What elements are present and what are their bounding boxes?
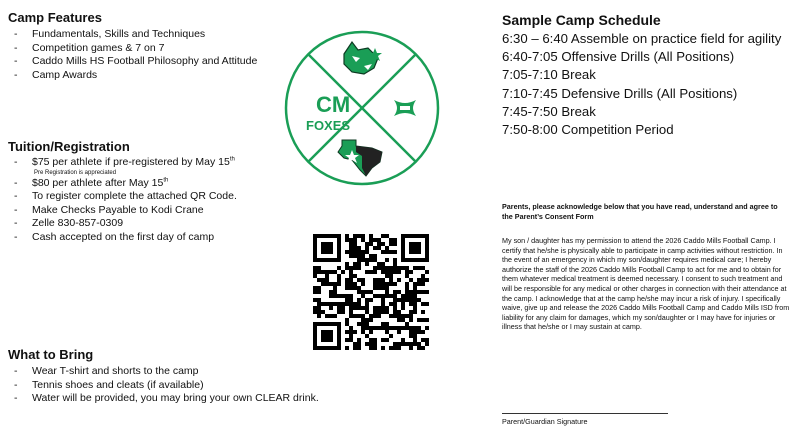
logo-graphic (282, 28, 442, 188)
list-item: - Camp Awards (8, 69, 278, 83)
list-item: - To register complete the attached QR Code. (8, 190, 278, 204)
schedule-row: 6:30 – 6:40 Assemble on practice field for agility (502, 31, 782, 46)
list-item: - Caddo Mills HS Football Philosophy and Attitude (8, 55, 278, 69)
list-item (8, 177, 278, 191)
price-preregistered: $75 per athlete if pre-registered by May 15 (32, 156, 230, 168)
tuition-list (8, 156, 278, 244)
list-item: - Water will be provided, you may bring your own CLEAR drink. (8, 392, 328, 406)
list-item: - Tennis shoes and cleats (if available) (8, 379, 328, 393)
list-item: - Wear T-shirt and shorts to the camp (8, 365, 328, 379)
camp-logo (282, 28, 442, 188)
logo-wordmark-bottom: FOXES (306, 118, 351, 133)
what-to-bring-list (8, 365, 328, 406)
camp-features-title: Camp Features (8, 10, 102, 25)
qr-code-graphic (313, 234, 429, 350)
preregistration-note: Pre Registration is appreciated (34, 169, 117, 176)
logo-wordmark-top: CM (316, 92, 351, 117)
list-item (8, 156, 278, 177)
list-item: - Make Checks Payable to Kodi Crane (8, 204, 278, 218)
schedule-row: 7:05-7:10 Break (502, 67, 596, 83)
schedule-section (502, 12, 792, 139)
price-late: $80 per athlete after May 15 (32, 176, 164, 189)
ordinal-suffix: th (163, 177, 169, 183)
list-item: - Zelle 830-857-0309 (8, 217, 278, 231)
list-item: - Cash accepted on the first day of camp (8, 231, 278, 245)
what-to-bring-title: What to Bring (8, 347, 94, 362)
schedule-row: 7:50-8:00 Competition Period (502, 122, 674, 138)
list-item: - Fundamentals, Skills and Techniques (8, 28, 278, 42)
camp-features-section (8, 10, 278, 82)
qr-code-icon[interactable] (313, 234, 429, 350)
tuition-section (8, 139, 278, 244)
tuition-title: Tuition/Registration (8, 139, 130, 154)
schedule-row: 7:45-7:50 Break (502, 103, 596, 119)
signature-label: Parent/Guardian Signature (502, 417, 588, 426)
schedule-title: Sample Camp Schedule (502, 12, 661, 28)
ordinal-suffix: th (229, 156, 235, 163)
schedule-row: 6:40-7:05 Offensive Drills (All Positions) (502, 49, 735, 65)
what-to-bring-section (8, 347, 328, 406)
consent-heading: Parents, please acknowledge below that you have read, understand and agree to the Parent’s Consent Form (502, 202, 778, 221)
signature-line[interactable] (502, 413, 668, 414)
schedule-row: 7:10-7:45 Defensive Drills (All Positions) (502, 85, 738, 101)
camp-features-list (8, 28, 278, 82)
list-item: - Competition games & 7 on 7 (8, 42, 278, 56)
consent-body: My son / daughter has my permission to attend the 2026 Caddo Mills Football Camp. I certify that he/she is physically able to participate in camp activities without restriction. In the event of an emergency in which my son/daughter requires medical care; I hereby authorize the staff of the 2026 Caddo Mills Football Camp to act for me and to obtain for them whatever medical treatment is deemed necessary. I consent to such treatment and will be responsible for any medical or other charges in connection with their attendance at the camp. I acknowledge that at the camp he/she may incur a risk of injury. I specifically waive, give up and release the 2026 Caddo Mills Football Camp and Caddo Mills ISD from liability for any claim for damages, which my son/daughter or I may have for injuries or illness that he/she or I may sustain at camp. (502, 236, 790, 332)
